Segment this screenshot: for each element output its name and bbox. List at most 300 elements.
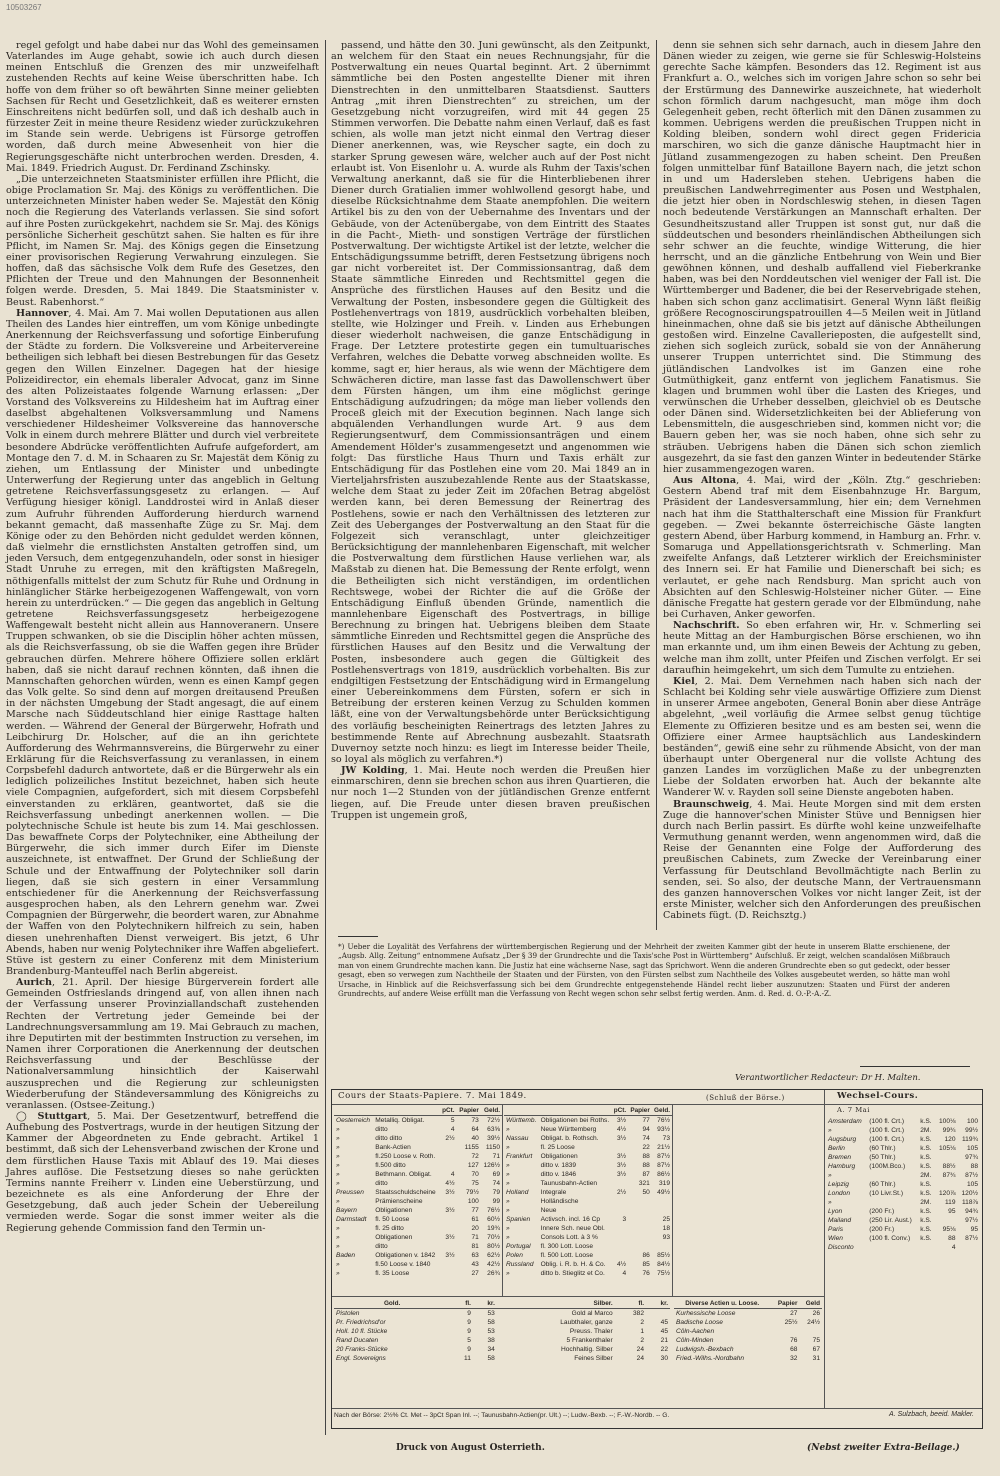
table-cell: Ludwigsh.-Bexbach [676,1346,734,1353]
table-cell: fl. 300 Lott. Loose [540,1243,594,1250]
table-cell [612,1143,629,1152]
col1-paragraph [6,174,319,308]
table-cell: Pr. Friedrichsd'or [336,1319,386,1326]
table-cell [440,1161,457,1170]
table-cell: » [828,1127,832,1134]
table-cell: 4 [450,1126,455,1133]
table-cell: Prämienscheine [375,1198,423,1205]
stock-header-cell: Papier [628,1106,652,1116]
article-dateline: ◯ Stuttgart [16,1111,88,1122]
stock-left-table [334,1106,502,1278]
table-cell: 45 [660,1328,668,1335]
table-cell: 99½ [965,1127,978,1134]
table-cell: 105⅛ [938,1145,956,1152]
table-cell: 24 [636,1355,645,1362]
table-cell: 87½ [965,1235,978,1242]
table-cell: k.S. [920,1118,932,1125]
table-cell: 382 [633,1310,645,1317]
table-cell [440,1224,457,1233]
table-cell: ditto [375,1243,388,1250]
table-cell: Obligationen [375,1234,413,1241]
table-cell: 100 [467,1198,479,1205]
table-cell: (200 Fr.) [869,1226,895,1233]
table-row [826,1216,980,1225]
table-cell: 70½ [487,1234,500,1241]
table-row [674,1345,822,1354]
table-row [504,1233,672,1242]
table-cell [440,1152,457,1161]
article-text: denn sie sehnen sich sehr darnach, auch in diesem Jahre den Dänen wieder zu zeigen, wie gerne sie für Schleswig-Holsteins gerechte Sache kämpfen. Besonders das 12. Regiment ist aus Frankfurt a. O., welches sich im vorigen Jahre schon so sehr bei der Erstürmung des Dannewirke auszeichnete, hat wiederholt schon förmlich darum nachgesucht, man möge ihm doch Gelegenheit geben, recht öfterlich mit den Dänen zusammen zu kommen. Uebrigens werden die preußischen Truppen nicht in Kolding bleiben, sondern wohl direct gegen Fridericia marschiren, wo sich die ganze dänische Hauptmacht hier in Jütland zusammengezogen zu haben scheint. Den Preußen folgen unmittelbar fünf Bataillone Bayern nach, die jetzt schon in und um Hadersleben stehen. Uebrigens haben die preußischen Landwehrregimenter aus Posen und Westphalen, die jetzt hier oben in Nordschleswig stehen, in diesen Tagen noch bedeutende Verstärkungen an Mannschaft erhalten. Der Gesundheitszustand aller Truppen ist sonst gut, nur daß die süddeutschen und besonders rheinländischen Abtheilungen sich sehr schwer an die feuchte, windige Witterung, die hier herrscht, und an die gänzliche Entbehrung von Wein und Bier gewöhnen können, und deshalb auffallend viel Fieberkranke haben, was bei den Norddeutschen viel weniger der Fall ist. Die Württemberger und Badener, die bei der Reservebrigade stehen, haben sich schon ganz acclimatisirt. General Wynn läßt fleißig größere Recognoscirungspatrouillen 4—5 Meilen weit in Jütland hineinmachen, ohne daß sie bis jetzt auf dänische Abtheilungen gestoßen wird. Einzelne Cavallerieposten, die aufgestellt sind, ziehen sich sogleich zurück, sobald sie von der Annäherung unserer Truppen unterrichtet sind. Die Stimmung des jütländischen Landvolkes ist im Ganzen eine rohe Gutmüthigkeit, ganz entfernt von jeglichem Fanatismus. Sie klagen und brummen wohl über die Lasten des Krieges, und verwünschen die Urheber desselben, gleichviel ob es Deutsche oder Dänen sind. Widersetzlichkeiten bei der Ablieferung von Lebensmitteln, die ausgeschrieben sind, kommen nicht vor; die Bauern geben her, was sie noch haben, ohne sich sehr zu sträuben. Uebrigens haben die Dänen sich schon ziemlich ausgezehrt, da sie fast den ganzen Winter in bedeutender Stärke hier zusammengezogen waren. [663,40,981,475]
table-cell: » [506,1144,510,1151]
table-cell: 119¾ [961,1136,978,1143]
beilage-note: (Nebst zweiter Extra-Beilage.) [807,1443,960,1453]
editor-rule [860,1066,970,1067]
table-cell: 79½ [465,1189,479,1196]
table-cell: » [336,1135,340,1142]
table-cell: (10 Livr.St.) [869,1190,904,1197]
table-cell: 94 [642,1126,650,1133]
footnote: *) Ueber die Loyalität des Verfahrens der württembergischen Regierung und der Mehrheit der zweiten Kammer gibt der heute in unserem Blatte erschienene, der „Augsb. Allg. Zeitung“ entnommene Aufsatz „Der § 39 der Grundrechte und die Taxis'sche Post in Württemberg“ Aufschluß. Er zeigt, welchen scandalösen Mißbrauch man von einem Grundrechte machen kann. Die Justiz hat eine wächserne Nase, sagt das Sprichwort. Wenn die anderen Grundrechte eben so gut gedeckt, oder besser gesagt, eben so verwegen zum Nachtheile der Staaten und der Fürsten, von den Fürsten selbst zum Nachtheile des Volkes ausgebeutet werden, so hätte man wohl Ursache, in Hinblick auf die Reichsverfassung sich bei dem Grundrechte entgegenstehende Händel recht lieber auszunutzen: Staaten und Fürst der anderen Grundrechts, auf andere Weise erfüllt man die Verfassung von Recht wegen schon sehr selbst fertig werden. Anm. d. Red. d. O.-P.-A.-Z. [338,942,950,999]
stock-header-cell: pCt. [612,1106,629,1116]
table-cell: (100 fl. Crt.) [869,1136,905,1143]
table-cell: Laubthaler, ganze [560,1319,613,1326]
table-cell: 21½ [657,1144,670,1151]
table-cell: 3½ [617,1135,627,1142]
table-cell: 39½ [487,1135,500,1142]
table-cell [628,1233,652,1242]
table-cell: » [336,1261,340,1268]
table-cell: k.S. [920,1235,932,1242]
table-cell: » [506,1171,510,1178]
table-cell [612,1233,629,1242]
table-cell: 22 [642,1144,650,1151]
stock-vline-3 [824,1090,825,1408]
table-row [334,1197,502,1206]
table-row [334,1215,502,1224]
table-cell [652,1206,672,1215]
actien-table [674,1299,822,1363]
table-cell: 3½ [445,1207,455,1214]
table-cell: 100 [966,1118,978,1125]
stock-header-cell: Papier [770,1299,799,1309]
table-cell: Holl. 10 fl. Stücke [336,1328,388,1335]
table-cell [799,1327,822,1336]
table-cell: Obligationen [540,1153,578,1160]
table-cell: 19¾ [487,1225,500,1232]
table-cell [935,1216,957,1225]
table-cell [770,1327,799,1336]
table-row [504,1161,672,1170]
table-row [334,1116,502,1126]
table-cell: 43 [471,1261,479,1268]
col2-paragraph [331,765,650,821]
table-row [504,1143,672,1152]
column-rule-1 [325,40,326,1435]
table-row [826,1207,980,1216]
table-cell: 80½ [487,1243,500,1250]
table-cell [628,1197,652,1206]
table-cell: 105 [966,1145,978,1152]
table-cell [628,1206,652,1215]
table-cell: 20 [471,1225,479,1232]
table-cell [652,1242,672,1251]
table-cell: ditto ditto [375,1135,402,1142]
wechsel-date: A. 7 Mai [837,1106,870,1114]
table-cell: Polen [506,1252,523,1259]
table-cell: Feines Silber [574,1355,613,1362]
table-cell: 88 [642,1162,650,1169]
table-cell: 2½ [445,1135,455,1142]
stock-header-cell [504,1106,539,1116]
table-row [826,1243,980,1252]
table-cell: 97½ [965,1217,978,1224]
table-cell: 85½ [657,1252,670,1259]
table-cell [612,1206,629,1215]
table-cell: » [336,1198,340,1205]
table-cell: 21 [660,1337,668,1344]
table-cell: 5 [467,1337,471,1344]
table-cell: Metalliq. Obligat. [375,1117,425,1124]
table-cell: 40 [471,1135,479,1142]
table-cell: 71 [471,1234,479,1241]
table-cell: fl. 25 Loose [540,1144,575,1151]
table-row [504,1269,672,1278]
col1-paragraph [6,977,319,1111]
table-cell: Mailand [828,1217,852,1224]
table-cell: Preuss. Thaler [569,1328,613,1335]
table-cell: 24 [636,1346,645,1353]
table-cell: (100 fl. Crt.) [869,1118,905,1125]
stock-mid-rule [332,1296,824,1297]
table-row [334,1143,502,1152]
table-row [334,1251,502,1260]
table-cell: 319 [658,1180,670,1187]
table-cell: 64 [471,1126,479,1133]
table-cell: 67 [812,1346,820,1353]
table-row [334,1188,502,1197]
table-row [334,1179,502,1188]
stock-title-right: (Schluß der Börse.) [706,1094,785,1102]
table-cell: Hochhaltig. Silber [560,1346,613,1353]
table-cell: Württemb. [506,1117,537,1124]
table-cell [612,1179,629,1188]
table-row [504,1188,672,1197]
table-cell: 3½ [445,1252,455,1259]
table-row [504,1215,672,1224]
table-cell: 27 [471,1270,479,1277]
table-cell: 3½ [617,1153,627,1160]
table-cell: Activsch. incl. 16 Cp [540,1216,601,1223]
table-cell: 87½ [657,1153,670,1160]
table-cell: 85 [642,1261,650,1268]
article-dateline: Nachschrift. [673,620,740,632]
stock-mid-table [504,1106,672,1278]
table-cell: Hamburg [828,1163,856,1170]
article-text: , 4. Mai. Am 7. Mai wollen Deputationen aus allen Theilen des Landes hier eintreffen, um vom Könige unbedingte Anerkennung der Reichsverfassung und sofortige Einberufung der Städte zu fordern. Die Volksvereine und Arbeitervereine betheiligen sich lebhaft bei diesen Bestrebungen für das Gesetz gegen den Willen Einzelner. Dagegen hat der hiesige Polizeidirector, ein ehemals liberaler Advocat, ganz im Sinne des alten Polizeistaates folgende Warnung erlassen: „Der Vorstand des Volksvereins zu Hildesheim hat im Auftrag einer daselbst abgehaltenen Volksversammlung und Namens verschiedener Hildesheimer Volksvereine das hannoversche Volk in einem durch mehrere Blätter und durch viel verbreitete besondere Abdrücke veröffentlichten Aufrufe aufgefordert, am Montage den 7. d. M. in Schaaren zu Sr. Majestät dem König zu ziehen, um Entlassung der Minister und unbedingte Unterwerfung der Regierung unter das angeblich in Geltung getretene Reichsverfassungsgesetz zu erlangen. — Auf Verfügung hiesiger königl. Landdrostei wird in Anlaß dieser zum Aufruhr führenden Aufforderung hierdurch warnend bekannt gemacht, daß massenhafte Züge zu Sr. Maj. dem Könige oder zu den Behörden nicht geduldet werden können, daß vielmehr die ernstlichsten Anstalten getroffen sind, um jeden Versuch, dem entgegenzuhandeln, oder sonst in hiesiger Stadt Unruhe zu erregen, mit den kräftigsten Maßregeln, nöthigenfalls mittelst der zum Schutz für Ruhe und Ordnung in hinlänglicher Stärke herbeigezogenen Waffengewalt, von vorn herein zu unterdrücken.“ — Die gegen das angeblich in Geltung getretene Reichsverfassungsgesetz herbeigezogene Waffengewalt besteht nicht allein aus Hannoveranern. Unsere Truppen schwanken, ob sie die Disciplin höher achten müssen, als die Reichsverfassung, ob sie die Waffen gegen ihre Brüder gebrauchen dürfen. Mehrere höhere Offiziere sollen erklärt haben, daß sie nicht darauf rechnen könnten, daß ihnen die Mannschaften gehorchen würden, wenn es einen Kampf gegen das Volk gelte. So sind denn auf morgen dreitausend Preußen in der nächsten Umgebung der Stadt angesagt, die auf einem Marsche nach Süddeutschland hier einige Rasttage halten werden. — Während der General der Bürgerwehr, Hofrath und Leibchirurg Dr. Holscher, auf die an ihn gerichtete Aufforderung des Wehrmannsvereins, die Bürgerwehr zu einer Erklärung für die Reichsverfassung zu veranlassen, in einem Corpsbefehl dadurch antwortete, daß er die Bürgerwehr als ein lediglich polizeiliches Institut bezeichnet, haben sich heute viele Compagnien, aufgefordert, sich mit diesem Corpsbefehl einverstanden zu erklären, geantwortet, daß sie die Reichsverfassung unbedingt anerkennen wollen. — Die polytechnische Schule ist heute bis zum 14. Mai geschlossen. Das bewaffnete Corps der Polytechniker, eine Abtheilung der Bürgerwehr, die sich immer durch Eifer im Dienste auszeichnete, ist entwaffnet. Der Grund der Schließung der Schule und der Entwaffnung der Polytechniker soll darin liegen, daß sie sich gestern in einer Versammlung entschiedener für die Anerkennung der Reichsverfassung ausgesprochen haben, als den Lehrern genehm war. Zwei Compagnien der Bürgerwehr, die beordert waren, zur Abnahme der Waffen von den Polytechnikern hilfreich zu sein, haben diesen unehrenhaften Dienst verweigert. Bis jetzt, 6 Uhr Abends, haben nur wenig Polytechniker ihre Waffen abgeliefert. Stüve ist gestern zu einer Conferenz mit dem Ministerium Brandenburg-Manteuffel nach Berlin abgereist. [6,307,319,977]
table-cell: 4 [622,1270,627,1277]
table-cell: fl. 25 ditto [375,1225,404,1232]
table-cell: 53 [487,1310,495,1317]
table-cell: Berlin [828,1145,845,1152]
table-cell: Taunusbahn-Actien [540,1180,598,1187]
table-cell: Gold al Marco [571,1310,613,1317]
table-cell: 26 [812,1310,820,1317]
table-cell [935,1153,957,1162]
table-cell: (50 Thlr.) [869,1154,896,1161]
article-dateline: Kiel [673,675,695,687]
table-cell: 120 [944,1136,956,1143]
table-row [334,1161,502,1170]
table-cell: 68 [790,1346,798,1353]
table-row [504,1242,672,1251]
stock-table [331,1089,983,1429]
table-cell: Darmstadt [336,1216,367,1223]
table-cell [958,1243,981,1252]
table-cell: 20 Franks-Stücke [336,1346,388,1353]
table-cell: Holländische [540,1198,579,1205]
gold-silver-table [334,1299,670,1363]
table-cell [440,1269,457,1278]
table-cell: 87½ [965,1172,978,1179]
article-text: , 4. Mai. Heute Morgen sind mit dem ersten Zuge die hannover'schen Minister Stüve und Bennigsen hier durch nach Berlin passirt. Es dürfte wohl keine unzweifelhafte Vermuthung genannt werden, wenn angenommen wird, daß die Reise der Genannten eine Folge der Aufforderung des preußischen Cabinets, zum Zwecke der Vereinbarung einer Verfassung für Deutschland Bevollmächtigte nach Berlin zu senden, sei. So also, der deutsche Mann, der Vertrauensmann des ganzen hannoverschen Volkes vor nicht langer Zeit, ist der erste Minister, welcher sich den Anforderungen des preußischen Cabinets fügt. (D. Reichsztg.) [663,798,981,922]
table-cell: k.S. [920,1154,932,1161]
table-cell: 99¾ [942,1127,956,1134]
table-cell: Bremen [828,1154,852,1161]
table-cell: (100 fl. Crt.) [869,1127,905,1134]
table-cell [612,1197,629,1206]
table-row [504,1170,672,1179]
table-cell: » [828,1199,832,1206]
table-row [826,1189,980,1198]
table-cell: Obligat. b. Rothsch. [540,1135,599,1142]
column-1 [6,40,319,1358]
table-row [826,1126,980,1135]
table-cell: » [506,1270,510,1277]
table-cell: 9 [467,1319,471,1326]
stock-header-cell [539,1106,612,1116]
table-cell: Augsburg [828,1136,857,1143]
table-cell: fl.250 Loose v. Roth. [375,1153,436,1160]
table-cell: Engl. Sovereigns [336,1355,386,1362]
article-dateline: Hannover [16,307,69,319]
table-cell: 94¾ [965,1208,978,1215]
stock-header-cell [373,1106,439,1116]
table-cell: 4½ [617,1126,627,1133]
table-cell: Fried.-Wilhs.-Nordbahn [676,1355,745,1362]
table-cell [867,1243,918,1252]
table-cell: » [336,1243,340,1250]
table-cell: 99 [492,1198,500,1205]
stock-title: Cours der Staats-Papiere. 7. Mai 1849. [338,1091,527,1101]
col3-paragraph [663,620,981,676]
table-cell: 74 [642,1135,650,1142]
table-cell: 42½ [487,1261,500,1268]
column-3 [663,40,981,922]
table-cell: » [336,1126,340,1133]
table-cell: 77 [471,1207,479,1214]
table-cell: 4 [450,1171,455,1178]
table-cell: 2½ [617,1189,627,1196]
table-cell: Wien [828,1235,843,1242]
table-cell: fl.50 Loose v. 1840 [375,1261,431,1268]
table-cell: 87¾ [942,1172,956,1179]
table-cell: Paris [828,1226,844,1233]
table-cell: (250 Lir. Aust.) [869,1217,912,1224]
table-cell: » [506,1207,510,1214]
table-cell: 1 [640,1328,645,1335]
table-cell: 4½ [445,1180,455,1187]
table-cell: 1155 [464,1144,479,1151]
table-cell: 4 [951,1244,956,1251]
article-text: , 4. Mai, wird der „Köln. Ztg.“ geschrieben: Gestern Abend traf mit dem Eisenbahnzuge Hr. Bargum, Präsident der Landesversammlung, hier ein; dem Vernehmen nach hat ihm die Statthalterschaft eine Mission für Frankfurt gegeben. — Zwei bekannte österreichische Gäste langten gestern Abend, über Harburg kommend, in Hamburg an. Frhr. v. Somaruga und Appellationsgerichtsrath v. Schmerling. Man zweifelte Anfangs, daß Letzterer wirklich der Ereichsminister des Innern sei. Er hat Familie und Dienerschaft bei sich; es verlautet, er gehe nach Rendsburg. Man spricht auch von Absichten auf den Schleswig-Holsteiner nicher Güter. — Eine dänische Fregatte hat gestern gerade vor der Elbmündung, nahe bei Curhaven, Anker geworfen. [663,475,981,620]
table-cell: fl. 35 Loose [375,1270,410,1277]
stock-header-cell: Diverse Actien u. Loose. [674,1299,770,1309]
table-cell: 30 [660,1355,668,1362]
table-cell [440,1215,457,1224]
table-cell: 2M. [920,1199,932,1206]
table-cell: k.S. [920,1181,932,1188]
table-cell: 2 [640,1337,645,1344]
table-cell: Baden [336,1252,356,1259]
table-cell: 321 [638,1180,650,1187]
stock-header-cell: Silber. [497,1299,615,1309]
table-cell: Obligationen [375,1207,413,1214]
table-row [334,1233,502,1242]
table-cell: 2 [640,1319,645,1326]
table-row [826,1171,980,1180]
table-cell: 50 [642,1189,650,1196]
table-cell: 9 [467,1310,471,1317]
table-row [674,1336,822,1345]
table-cell: Innere Sch. neue Obl. [540,1225,605,1232]
table-cell: k.S. [920,1217,932,1224]
table-cell: Lyon [828,1208,843,1215]
table-cell: Oblig. i. R. b. H. & Co. [540,1261,606,1268]
table-cell: Russland [506,1261,534,1268]
table-cell: Kurhessische Loose [676,1310,736,1317]
table-cell: » [336,1162,340,1169]
table-cell: (200 Fr.) [869,1208,895,1215]
table-cell: k.S. [920,1226,932,1233]
table-cell: ditto v. 1839 [540,1162,577,1169]
stock-header-cell: Geld. [481,1106,502,1116]
table-cell: 93 [662,1234,670,1241]
table-cell: Holland [506,1189,529,1196]
table-cell [440,1260,457,1269]
table-cell: Staatsschuldscheine [375,1189,436,1196]
col2-paragraph [331,40,650,765]
table-cell [867,1171,918,1180]
table-row [504,1179,672,1188]
table-cell: (100 fl. Conv.) [869,1235,911,1242]
footnote-rule [338,936,378,937]
table-cell: (100M.Bco.) [869,1163,906,1170]
col3-paragraph [663,40,981,475]
article-text: , 21. April. Der hiesige Bürgerverein fordert alle Gemeinden Ostfrieslands dringend auf, von allen ihnen nach der Verfassung unserer Provinziallandschaft zustehenden Rechten der Vertretung jeder Gemeinde bei der Landrechnungsversammlung am 19. Mai Gebrauch zu machen, ihre Deputirten mit der bestimmten Instruction zu versehen, im Namen ihrer Corporationen die Anerkennung der deutschen Reichsverfassung und der Beschlüsse der Nationalversammlung hinsichtlich der Kaiserwahl auszusprechen und die Regierung zur schleunigsten Wiederberufung der Ständeversammlung des Königreichs zu veranlassen. (Ostsee-Zeitung.) [6,977,319,1111]
table-cell: Disconto [828,1244,854,1251]
table-cell [440,1197,457,1206]
table-cell: k.S. [920,1163,932,1170]
table-cell: 76 [642,1270,650,1277]
table-cell: » [336,1225,340,1232]
stock-vline-2 [672,1104,673,1296]
table-row [826,1234,980,1243]
table-cell [918,1243,935,1252]
table-cell: 75 [812,1337,820,1344]
table-cell: 3½ [617,1171,627,1178]
article-dateline: Aurich [16,977,52,989]
col1-paragraph [6,40,319,174]
table-cell: 100⅛ [938,1118,956,1125]
table-cell: 3 [622,1216,627,1223]
table-cell: k.S. [920,1145,932,1152]
article-dateline: JW Kolding [341,765,405,777]
table-cell: Cöln-Minden [676,1337,714,1344]
table-row [334,1224,502,1233]
table-row [504,1197,672,1206]
table-row [504,1206,672,1215]
table-row [504,1224,672,1233]
table-row [334,1336,670,1345]
table-cell: 34 [487,1346,495,1353]
table-cell: 31 [812,1355,820,1362]
table-row [826,1225,980,1234]
table-row [674,1309,822,1319]
table-cell: 69 [492,1171,500,1178]
table-cell: Bayern [336,1207,357,1214]
table-cell: 63⅝ [487,1126,500,1133]
stock-header-cell: fl. [615,1299,646,1309]
table-cell: 119 [944,1199,956,1206]
table-cell: Portugal [506,1243,531,1250]
stock-header-cell: Papier [457,1106,481,1116]
table-cell: » [506,1126,510,1133]
table-cell: 25½ [784,1319,798,1326]
table-cell: Frankfurt [506,1153,533,1160]
table-cell: 75½ [657,1270,670,1277]
table-row [826,1144,980,1153]
stock-bottom-line: Nach der Börse: 2½% Ct. Met -- 3pCt Span Inl. --; Taunusbahn-Actien(pr. Ult.) --; Ludw.-Bexb. --; F.-W.-Nordb. -- G. [334,1412,670,1419]
table-cell: (60 Thlr.) [869,1145,896,1152]
table-row [826,1198,980,1207]
table-cell: 38 [487,1337,495,1344]
table-row [334,1327,670,1336]
table-row [334,1318,670,1327]
table-row [674,1318,822,1327]
table-cell: 18 [662,1225,670,1232]
table-cell: Obligationen bei Roths. [540,1117,610,1124]
table-cell: 25 [662,1216,670,1223]
table-cell: Bank-Actien [375,1144,411,1151]
table-cell: 77 [642,1117,650,1124]
table-cell: » [336,1153,340,1160]
table-cell: 11 [464,1355,471,1362]
table-cell: Obligationen v. 1842 [375,1252,436,1259]
table-cell: k.S. [920,1190,932,1197]
table-cell: Oesterreich [336,1117,371,1124]
col3-paragraph [663,475,981,620]
table-cell: » [336,1171,340,1178]
table-cell: ditto b. Stieglitz et Co. [540,1270,605,1277]
table-cell: 88 [642,1153,650,1160]
col1-paragraph [6,1111,319,1234]
stock-header-cell: Gold. [334,1299,450,1309]
table-cell: 4½ [617,1261,627,1268]
table-cell: 81 [471,1243,479,1250]
table-cell [612,1251,629,1260]
table-cell: » [828,1172,832,1179]
table-cell: 74 [492,1180,500,1187]
